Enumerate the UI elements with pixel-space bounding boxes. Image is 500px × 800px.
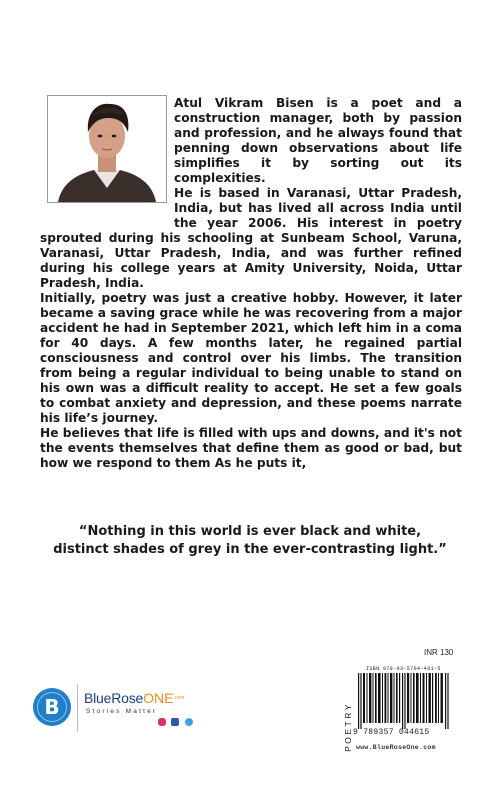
author-quote: [30, 523, 470, 559]
logo-divider: [77, 684, 78, 732]
publisher-name-main: BlueRose: [84, 690, 144, 706]
bio-paragraph-1: Atul Vikram Bisen is a poet and a construction manager, both by passion and profession, and he always found that penning down observations about life simplifies it by sorting out its complexities.: [174, 96, 462, 185]
bio-paragraph-3: Initially, poetry was just a creative hobby. However, it later became a saving grace while he was recovering from a major accident he had in September 2021, which left him in a coma for 40 days. A few months later, he regained partial consciousness and control over his limbs. The transition from being a regular individual to being unable to stand on his own was a difficult reality to accept. He set a few goals to combat anxiety and depression, and these poems narrate his life’s journey.: [40, 291, 462, 425]
publisher-name: [84, 690, 184, 706]
publisher-tagline: Stories Matter: [86, 708, 158, 715]
publisher-name-suffix: .com: [173, 695, 185, 701]
author-bio: [40, 96, 462, 471]
twitter-icon: [185, 718, 193, 726]
photo-spacer: [40, 96, 174, 218]
barcode-icon: [358, 673, 450, 729]
instagram-icon: [158, 718, 166, 726]
publisher-name-accent: ONE: [143, 690, 174, 706]
logo-letter: B: [44, 695, 60, 719]
bio-paragraph-2: He is based in Varanasi, Uttar Pradesh, India, but has lived all across India until the year 2006. His interest in poetry sprouted during his schooling at Sunbeam School, Varuna, Varanasi, Uttar Pradesh, India, and was further refined during his college years at Amity University, Noida, Uttar Pradesh, India.: [40, 186, 462, 290]
isbn-label: ISBN 978-93-5704-461-5: [366, 666, 441, 672]
genre-label: POETRY: [343, 702, 353, 752]
facebook-icon: [171, 718, 179, 726]
quote-line-2: distinct shades of grey in the ever-contrasting light.”: [53, 542, 447, 557]
publisher-logo-icon: [33, 688, 71, 726]
price-label: INR 130: [424, 648, 454, 657]
social-icons: [158, 718, 194, 727]
quote-line-1: “Nothing in this world is ever black and white,: [78, 524, 422, 539]
barcode-number: 9 789357 044615: [353, 728, 430, 737]
bio-paragraph-4: He believes that life is filled with ups and downs, and it's not the events themselves that define them as good or bad, but how we respond to them As he puts it,: [40, 426, 462, 470]
publisher-website: www.BlueRoseOne.com: [356, 744, 436, 751]
